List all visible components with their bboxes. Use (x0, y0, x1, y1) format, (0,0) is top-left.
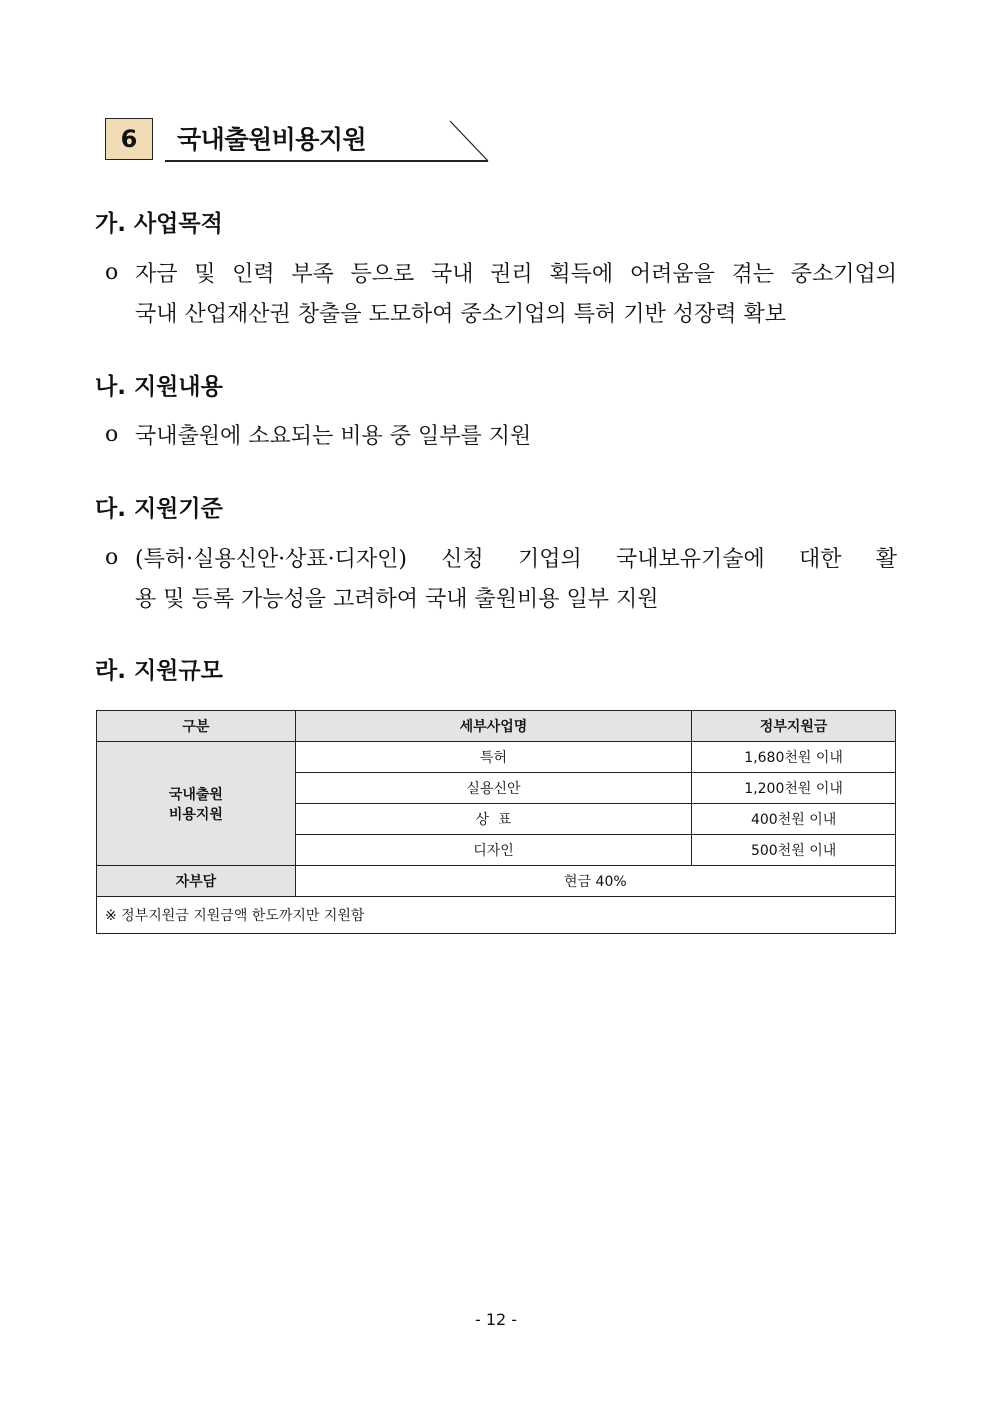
table-row (97, 742, 896, 773)
bullet-symbol: o (105, 544, 119, 570)
subsidy-amount: 1,680천원 이내 (692, 742, 896, 773)
table-note: ※ 정부지원금 지원금액 한도까지만 지원함 (97, 897, 896, 934)
subsidy-amount: 1,200천원 이내 (692, 773, 896, 804)
program-name: 실용신안 (295, 773, 691, 804)
header-category: 구분 (97, 711, 296, 742)
header-program: 세부사업명 (295, 711, 691, 742)
criteria-bullet (105, 537, 897, 617)
self-burden-label: 자부담 (97, 866, 296, 897)
program-name: 디자인 (295, 835, 691, 866)
header-subsidy: 정부지원금 (692, 711, 896, 742)
subsidy-amount: 400천원 이내 (692, 804, 896, 835)
bullet-symbol: o (105, 421, 119, 447)
bullet-symbol: o (105, 259, 119, 285)
category-line-1: 국내출원 (168, 786, 223, 803)
category-line-2: 비용지원 (168, 806, 223, 823)
heading-criteria: 다. 지원기준 (95, 496, 223, 522)
heading-content: 나. 지원내용 (95, 374, 223, 400)
content-line-1: 국내출원에 소요되는 비용 중 일부를 지원 (135, 423, 532, 449)
content-bullet (105, 414, 897, 454)
purpose-line-1: 자금 및 인력 부족 등으로 국내 권리 획득에 어려움을 겪는 중소기업의 (135, 261, 897, 287)
heading-scale: 라. 지원규모 (95, 658, 223, 684)
section-title: 국내출원비용지원 (177, 125, 367, 154)
program-name: 특허 (295, 742, 691, 773)
program-name: 상 표 (295, 804, 691, 835)
self-burden-value: 현금 40% (295, 866, 895, 897)
table-row-self (97, 866, 896, 897)
page-number: - 12 - (474, 1310, 518, 1329)
subsidy-amount: 500천원 이내 (692, 835, 896, 866)
criteria-line-2: 용 및 등록 가능성을 고려하여 국내 출원비용 일부 지원 (135, 586, 659, 612)
criteria-line-1: (특허·실용신안·상표·디자인) 신청 기업의 국내보유기술에 대한 활 (135, 546, 897, 572)
table-header-row (97, 711, 896, 742)
purpose-line-2: 국내 산업재산권 창출을 도모하여 중소기업의 특허 기반 성장력 확보 (135, 301, 787, 327)
heading-purpose: 가. 사업목적 (95, 211, 223, 237)
section-header (105, 118, 490, 164)
section-number: 6 (105, 118, 153, 160)
table-row-note (97, 897, 896, 934)
purpose-bullet (105, 252, 897, 332)
budget-table (96, 710, 896, 934)
category-cell (97, 742, 296, 866)
